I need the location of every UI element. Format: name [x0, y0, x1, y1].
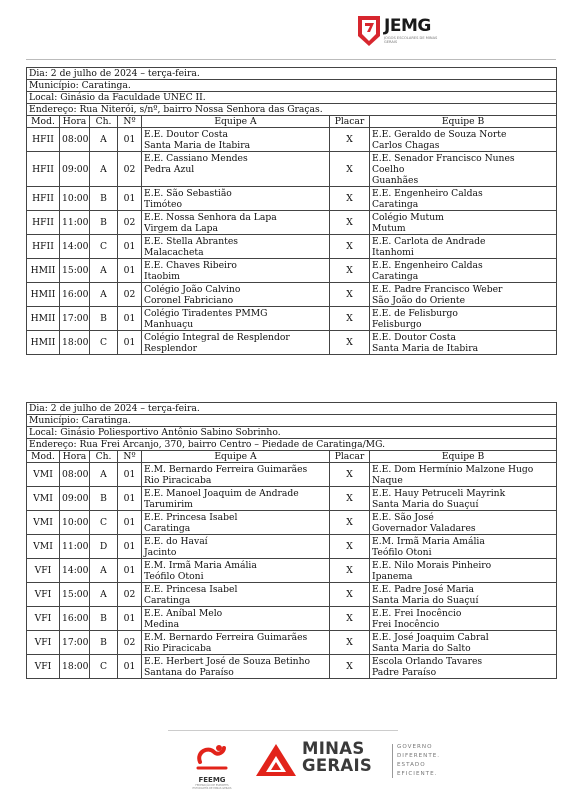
team-a-city: Medina — [144, 618, 180, 630]
team-a-school: E.E. Aníbal Melo — [144, 607, 223, 619]
team-b-city: Ipanema — [372, 570, 413, 582]
team-a-city: Virgem da Lapa — [144, 222, 218, 234]
cell-equipe-a — [142, 128, 330, 152]
team-a-city: Tarumirim — [144, 498, 193, 510]
cell-num: 02 — [118, 631, 142, 655]
cell-placar: X — [330, 128, 370, 152]
minas-gerais-line1: MINAS — [302, 739, 365, 758]
cell-ch: C — [90, 331, 118, 355]
cell-ch: C — [90, 655, 118, 679]
table-row — [27, 187, 557, 211]
cell-placar: X — [330, 259, 370, 283]
team-a-city: Rio Piracicaba — [144, 474, 212, 486]
team-b-city: Caratinga — [372, 198, 419, 210]
jemg-logo — [356, 14, 436, 56]
cell-ch: B — [90, 187, 118, 211]
team-b-school: E.E. Frei Inocêncio — [372, 607, 462, 619]
table-row — [27, 235, 557, 259]
team-b-school: E.E. Hauy Petruceli Mayrink — [372, 487, 506, 499]
table-row — [27, 331, 557, 355]
table-header-row — [27, 116, 557, 128]
team-b-school: E.E. Nilo Morais Pinheiro — [372, 559, 492, 571]
cell-placar: X — [330, 152, 370, 187]
team-b-school: E.E. Carlota de Andrade — [372, 235, 486, 247]
cell-mod: HMII — [27, 283, 60, 307]
cell-mod: VMI — [27, 511, 60, 535]
cell-num: 01 — [118, 487, 142, 511]
team-b-city: Santa Maria de Itabira — [372, 342, 479, 354]
cell-equipe-a — [142, 511, 330, 535]
cell-placar: X — [330, 559, 370, 583]
cell-ch: B — [90, 487, 118, 511]
schedule1-local: Local: Ginásio da Faculdade UNEC II. — [27, 92, 557, 104]
col-placar: Placar — [330, 116, 370, 128]
cell-ch: A — [90, 259, 118, 283]
cell-placar: X — [330, 487, 370, 511]
table-row — [27, 559, 557, 583]
cell-placar: X — [330, 283, 370, 307]
cell-num: 01 — [118, 128, 142, 152]
cell-placar: X — [330, 631, 370, 655]
cell-equipe-a — [142, 211, 330, 235]
cell-hora: 10:00 — [60, 511, 90, 535]
col-equipe-b: Equipe B — [370, 116, 557, 128]
cell-num: 02 — [118, 211, 142, 235]
col-hora: Hora — [60, 116, 90, 128]
cell-num: 01 — [118, 607, 142, 631]
team-a-city: Malacacheta — [144, 246, 204, 258]
minas-gerais-line2: GERAIS — [302, 756, 373, 775]
team-a-city: Santana do Paraíso — [144, 666, 234, 678]
cell-ch: C — [90, 511, 118, 535]
cell-hora: 17:00 — [60, 631, 90, 655]
cell-equipe-b — [370, 463, 557, 487]
team-b-city: Itanhomi — [372, 246, 414, 258]
footer-separator — [392, 744, 393, 778]
cell-mod: VFI — [27, 559, 60, 583]
table-row — [27, 307, 557, 331]
schedule2-endereco: Endereço: Rua Frei Arcanjo, 370, bairro Centro – Piedade de Caratinga/MG. — [27, 439, 557, 451]
team-b-school: Escola Orlando Tavares — [372, 655, 483, 667]
table-row — [27, 511, 557, 535]
cell-mod: HFII — [27, 152, 60, 187]
schedule1-endereco: Endereço: Rua Niterói, s/nº, bairro Nossa Senhora das Graças. — [27, 104, 557, 116]
table-header-row — [27, 451, 557, 463]
cell-hora: 18:00 — [60, 655, 90, 679]
team-a-city: Pedra Azul — [144, 163, 195, 175]
team-a-city: Caratinga — [144, 594, 191, 606]
cell-mod: HFII — [27, 128, 60, 152]
cell-ch: B — [90, 307, 118, 331]
cell-num: 01 — [118, 559, 142, 583]
jemg-logo-subtitle: JOGOS ESCOLARES DE MINAS GERAIS — [384, 36, 438, 44]
team-b-city: Teófilo Otoni — [372, 546, 432, 558]
team-b-city: Frei Inocêncio — [372, 618, 440, 630]
team-a-city: Teófilo Otoni — [144, 570, 204, 582]
cell-hora: 08:00 — [60, 463, 90, 487]
cell-placar: X — [330, 235, 370, 259]
cell-placar: X — [330, 655, 370, 679]
table-row — [27, 463, 557, 487]
team-b-school: E.E. de Felisburgo — [372, 307, 458, 319]
cell-ch: A — [90, 283, 118, 307]
cell-mod: VMI — [27, 463, 60, 487]
cell-equipe-b — [370, 559, 557, 583]
cell-ch: D — [90, 535, 118, 559]
team-b-school: E.E. Dom Hermínio Malzone Hugo — [372, 463, 534, 475]
cell-num: 01 — [118, 511, 142, 535]
schedule2-municipio: Município: Caratinga. — [27, 415, 557, 427]
cell-ch: C — [90, 235, 118, 259]
cell-equipe-a — [142, 559, 330, 583]
team-a-school: E.E. São Sebastião — [144, 187, 232, 199]
cell-equipe-a — [142, 583, 330, 607]
cell-mod: VFI — [27, 607, 60, 631]
team-a-city: Jacinto — [144, 546, 177, 558]
cell-placar: X — [330, 511, 370, 535]
slogan-line: EFICIENTE. — [397, 771, 438, 777]
cell-equipe-a — [142, 187, 330, 211]
footer-divider — [168, 730, 398, 731]
jemg-logo-text: JEMG — [384, 16, 431, 36]
cell-equipe-a — [142, 235, 330, 259]
team-b-school: E.E. Padre Francisco Weber — [372, 283, 503, 295]
col-num: Nº — [118, 451, 142, 463]
cell-equipe-b — [370, 128, 557, 152]
cell-placar: X — [330, 211, 370, 235]
minas-gerais-wordmark — [302, 740, 372, 774]
team-b-school: E.M. Irmã Maria Amália — [372, 535, 485, 547]
team-a-school: Colégio Integral de Resplendor — [144, 331, 290, 343]
team-b-school: E.E. Engenheiro Caldas — [372, 259, 483, 271]
cell-hora: 09:00 — [60, 487, 90, 511]
schedule1-date: Dia: 2 de julho de 2024 – terça-feira. — [27, 68, 557, 80]
cell-equipe-a — [142, 535, 330, 559]
cell-equipe-a — [142, 631, 330, 655]
table-row — [27, 259, 557, 283]
cell-num: 01 — [118, 463, 142, 487]
cell-num: 01 — [118, 655, 142, 679]
col-mod: Mod. — [27, 116, 60, 128]
cell-placar: X — [330, 607, 370, 631]
team-a-school: E.M. Irmã Maria Amália — [144, 559, 257, 571]
team-a-city: Coronel Fabriciano — [144, 294, 234, 306]
team-a-school: E.E. Princesa Isabel — [144, 583, 238, 595]
feemg-logo — [190, 742, 234, 790]
cell-hora: 11:00 — [60, 535, 90, 559]
table-row — [27, 631, 557, 655]
team-a-school: E.E. Chaves Ribeiro — [144, 259, 237, 271]
team-b-city: Governador Valadares — [372, 522, 476, 534]
cell-equipe-b — [370, 211, 557, 235]
cell-ch: A — [90, 583, 118, 607]
cell-equipe-a — [142, 283, 330, 307]
table-row — [27, 283, 557, 307]
team-b-city: Carlos Chagas — [372, 139, 440, 151]
cell-placar: X — [330, 463, 370, 487]
cell-mod: VFI — [27, 631, 60, 655]
team-a-school: E.M. Bernardo Ferreira Guimarães — [144, 631, 308, 643]
team-b-school: E.E. Geraldo de Souza Norte — [372, 128, 507, 140]
team-a-school: E.E. Doutor Costa — [144, 128, 228, 140]
team-a-school: E.M. Bernardo Ferreira Guimarães — [144, 463, 308, 475]
team-a-school: E.E. Nossa Senhora da Lapa — [144, 211, 277, 223]
slogan-line: ESTADO — [397, 762, 426, 768]
team-b-city: Caratinga — [372, 270, 419, 282]
cell-equipe-a — [142, 331, 330, 355]
cell-equipe-a — [142, 259, 330, 283]
col-mod: Mod. — [27, 451, 60, 463]
cell-mod: HMII — [27, 307, 60, 331]
feemg-emblem-icon — [190, 742, 234, 776]
cell-mod: HMII — [27, 259, 60, 283]
government-slogan — [397, 743, 440, 779]
col-num: Nº — [118, 116, 142, 128]
cell-mod: VMI — [27, 487, 60, 511]
cell-placar: X — [330, 307, 370, 331]
team-a-school: E.E. Manoel Joaquim de Andrade — [144, 487, 299, 499]
team-a-city: Resplendor — [144, 342, 198, 354]
team-a-school: E.E. Herbert José de Souza Betinho — [144, 655, 311, 667]
cell-hora: 14:00 — [60, 235, 90, 259]
cell-hora: 18:00 — [60, 331, 90, 355]
cell-mod: HFII — [27, 187, 60, 211]
team-b-city: Padre Paraíso — [372, 666, 437, 678]
team-a-school: E.E. Princesa Isabel — [144, 511, 238, 523]
team-b-city: Santa Maria do Suaçuí — [372, 594, 479, 606]
cell-equipe-a — [142, 152, 330, 187]
team-b-school: E.E. Engenheiro Caldas — [372, 187, 483, 199]
team-b-school-cont: Coelho — [372, 163, 405, 175]
cell-equipe-b — [370, 259, 557, 283]
col-equipe-b: Equipe B — [370, 451, 557, 463]
cell-equipe-b — [370, 307, 557, 331]
slogan-line: DIFERENTE. — [397, 753, 441, 759]
col-ch: Ch. — [90, 116, 118, 128]
table-row — [27, 607, 557, 631]
schedule2-local: Local: Ginásio Poliesportivo Antônio Sabino Sobrinho. — [27, 427, 557, 439]
cell-equipe-b — [370, 607, 557, 631]
cell-hora: 11:00 — [60, 211, 90, 235]
cell-equipe-b — [370, 283, 557, 307]
cell-equipe-b — [370, 583, 557, 607]
team-a-school: E.E. Cassiano Mendes — [144, 152, 248, 164]
cell-equipe-a — [142, 463, 330, 487]
cell-ch: A — [90, 152, 118, 187]
table-row — [27, 128, 557, 152]
table-row — [27, 211, 557, 235]
cell-equipe-a — [142, 607, 330, 631]
cell-hora: 16:00 — [60, 607, 90, 631]
team-a-school: Colégio João Calvino — [144, 283, 241, 295]
cell-hora: 09:00 — [60, 152, 90, 187]
cell-num: 02 — [118, 583, 142, 607]
table-row — [27, 152, 557, 187]
cell-equipe-b — [370, 152, 557, 187]
cell-hora: 16:00 — [60, 283, 90, 307]
cell-ch: A — [90, 559, 118, 583]
cell-equipe-b — [370, 187, 557, 211]
team-a-city: Santa Maria de Itabira — [144, 139, 251, 151]
cell-hora: 14:00 — [60, 559, 90, 583]
team-b-school: E.E. José Joaquim Cabral — [372, 631, 489, 643]
team-b-city: Felisburgo — [372, 318, 422, 330]
team-a-city: Manhuaçu — [144, 318, 194, 330]
cell-num: 01 — [118, 331, 142, 355]
col-ch: Ch. — [90, 451, 118, 463]
cell-mod: HMII — [27, 331, 60, 355]
table-row — [27, 583, 557, 607]
team-a-city: Caratinga — [144, 522, 191, 534]
team-a-city: Rio Piracicaba — [144, 642, 212, 654]
team-a-city: Itaobim — [144, 270, 180, 282]
col-equipe-a: Equipe A — [142, 116, 330, 128]
cell-placar: X — [330, 187, 370, 211]
cell-equipe-a — [142, 307, 330, 331]
team-b-school: E.E. São José — [372, 511, 434, 523]
team-a-school: E.E. Stella Abrantes — [144, 235, 239, 247]
team-b-city: Guanhães — [372, 174, 419, 186]
col-hora: Hora — [60, 451, 90, 463]
cell-hora: 17:00 — [60, 307, 90, 331]
cell-num: 02 — [118, 152, 142, 187]
cell-placar: X — [330, 535, 370, 559]
cell-mod: VFI — [27, 583, 60, 607]
feemg-logo-text: FEEMG — [198, 776, 226, 784]
cell-mod: VMI — [27, 535, 60, 559]
team-a-school: Colégio Tiradentes PMMG — [144, 307, 268, 319]
cell-mod: HFII — [27, 235, 60, 259]
table-row — [27, 487, 557, 511]
team-b-school: Colégio Mutum — [372, 211, 444, 223]
cell-placar: X — [330, 331, 370, 355]
cell-ch: B — [90, 631, 118, 655]
cell-ch: B — [90, 211, 118, 235]
table-row — [27, 655, 557, 679]
cell-hora: 15:00 — [60, 583, 90, 607]
team-b-city: Santa Maria do Salto — [372, 642, 471, 654]
cell-equipe-b — [370, 535, 557, 559]
cell-equipe-b — [370, 331, 557, 355]
jemg-emblem-icon — [356, 14, 382, 48]
schedule1-municipio: Município: Caratinga. — [27, 80, 557, 92]
col-equipe-a: Equipe A — [142, 451, 330, 463]
cell-num: 01 — [118, 535, 142, 559]
cell-equipe-b — [370, 487, 557, 511]
col-placar: Placar — [330, 451, 370, 463]
cell-mod: HFII — [27, 211, 60, 235]
team-b-school: E.E. Senador Francisco Nunes — [372, 152, 515, 164]
cell-equipe-a — [142, 655, 330, 679]
team-b-city: Santa Maria do Suaçuí — [372, 498, 479, 510]
slogan-line: GOVERNO — [397, 744, 433, 750]
feemg-logo-subtitle: FEDERAÇÃO DE ESPORTES ESTUDANTIS DE MINAS GERAIS — [192, 784, 232, 790]
schedule2-date: Dia: 2 de julho de 2024 – terça-feira. — [27, 403, 557, 415]
cell-equipe-b — [370, 631, 557, 655]
header-divider — [26, 59, 556, 60]
cell-hora: 15:00 — [60, 259, 90, 283]
cell-mod: VFI — [27, 655, 60, 679]
team-b-school: E.E. Padre José Maria — [372, 583, 475, 595]
cell-ch: A — [90, 128, 118, 152]
schedule-table-1 — [26, 67, 557, 355]
cell-num: 01 — [118, 235, 142, 259]
cell-num: 01 — [118, 259, 142, 283]
cell-num: 01 — [118, 307, 142, 331]
cell-num: 01 — [118, 187, 142, 211]
cell-ch: B — [90, 607, 118, 631]
cell-placar: X — [330, 583, 370, 607]
schedule-table-2 — [26, 402, 557, 679]
cell-equipe-b — [370, 655, 557, 679]
cell-equipe-a — [142, 487, 330, 511]
minas-gerais-triangle-icon — [254, 742, 298, 778]
team-a-city: Timóteo — [144, 198, 182, 210]
team-a-school: E.E. do Havaí — [144, 535, 208, 547]
team-b-city: Mutum — [372, 222, 406, 234]
team-b-city: São João do Oriente — [372, 294, 466, 306]
table-row — [27, 535, 557, 559]
team-b-city: Naque — [372, 474, 403, 486]
cell-equipe-b — [370, 235, 557, 259]
cell-equipe-b — [370, 511, 557, 535]
cell-hora: 08:00 — [60, 128, 90, 152]
cell-ch: A — [90, 463, 118, 487]
cell-num: 02 — [118, 283, 142, 307]
cell-hora: 10:00 — [60, 187, 90, 211]
team-b-school: E.E. Doutor Costa — [372, 331, 456, 343]
